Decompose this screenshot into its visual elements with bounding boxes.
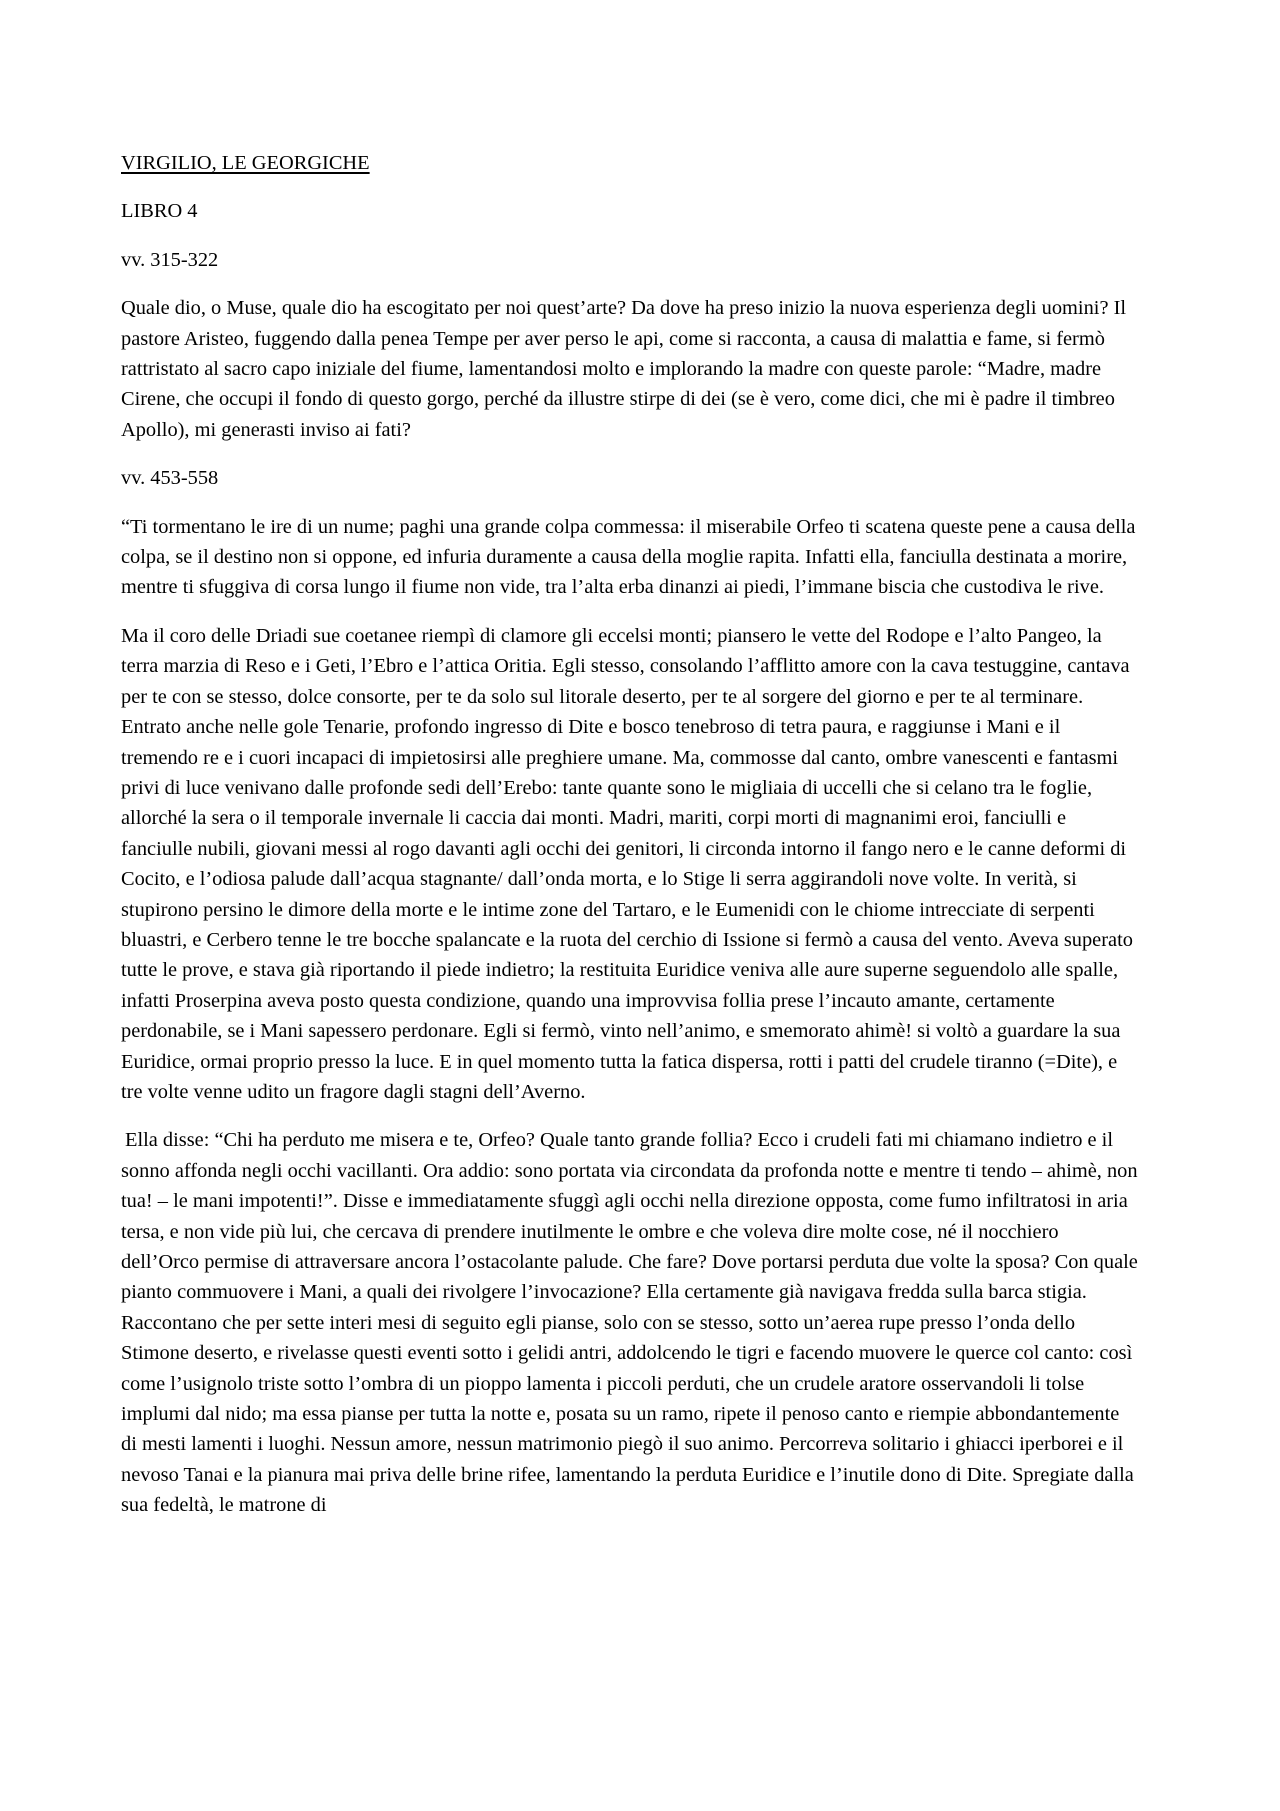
document-title: VIRGILIO, LE GEORGICHE — [121, 152, 370, 174]
paragraph: Ma il coro delle Driadi sue coetanee riempì di clamore gli eccelsi monti; piansero le vette del Rodope e l’alto Pangeo, la terra marzia di Reso e i Geti, l’Ebro e l’attica Oritia. Egli stesso, consolando l’afflitto amore con la cava testuggine, cantava per te con se stesso, dolce consorte, per te da solo sul litorale deserto, per te al sorgere del giorno e per te al terminare. Entrato anche nelle gole Tenarie, profondo ingresso di Dite e bosco tenebroso di tetra paura, e raggiunse i Mani e il tremendo re e i cuori incapaci di impietosirsi alle preghiere umane. Ma, commosse dal canto, ombre vanescenti e fantasmi privi di luce venivano dalle profonde sedi dell’Erebo: tante quante sono le migliaia di uccelli che si celano tra le foglie, allorché la sera o il temporale invernale li caccia dai monti. Madri, mariti, corpi morti di magnanimi eroi, fanciulli e fanciulle nubili, giovani messi al rogo davanti agli occhi dei genitori, li circonda intorno il fango nero e le canne deformi di Cocito, e l’odiosa palude dall’acqua stagnante/ dall’onda morta, e lo Stige li serra aggirandoli nove volte. In verità, si stupirono persino le dimore della morte e le intime zone del Tartaro, e le Eumenidi con le chiome intrecciate di serpenti bluastri, e Cerbero tenne le tre bocche spalancate e la ruota del cerchio di Issione si fermò a causa del vento. Aveva superato tutte le prove, e stava già riportando il piede indietro; la restituita Euridice veniva alle aure superne seguendolo alle spalle, infatti Proserpina aveva posto questa condizione, quando una improvvisa follia prese l’incauto amante, certamente perdonabile, se i Mani sapessero perdonare. Egli si fermò, vinto nell’animo, e smemorato ahimè! si voltò a guardare la sua Euridice, ormai proprio presso la luce. E in quel momento tutta la fatica dispersa, rotti i patti del crudele tiranno (=Dite), e tre volte venne udito un fragore dagli stagni dell’Averno. — [121, 624, 1133, 1103]
document-page — [121, 148, 1139, 1539]
book-heading: LIBRO 4 — [121, 200, 198, 223]
paragraph: Ella disse: “Chi ha perduto me misera e te, Orfeo? Quale tanto grande follia? Ecco i crudeli fati mi chiamano indietro e il sonno affonda negli occhi vacillanti. Ora addio: sono portata via circondata da profonda notte e mentre ti tendo – ahimè, non tua! – le mani impotenti!”. Disse e immediatamente sfuggì agli occhi nella direzione opposta, come fumo infiltratosi in aria tersa, e non vide più lui, che cercava di prendere inutilmente le ombre e che voleva dire molte cose, né il nocchiero dell’Orco permise di attraversare ancora l’ostacolante palude. Che fare? Dove portarsi perduta due volte la sposa? Con quale pianto commuovere i Mani, a quali dei rivolgere l’invocazione? Ella certamente già navigava fredda sulla barca stigia. Raccontano che per sette interi mesi di seguito egli pianse, solo con se stesso, sotto un’aerea rupe presso l’onda dello Stimone deserto, e rivelasse questi eventi sotto i gelidi antri, addolcendo le tigri e facendo muovere le querce col canto: così come l’usignolo triste sotto l’ombra di un pioppo lamenta i piccoli perduti, che un crudele aratore osservandoli li tolse implumi dal nido; ma essa pianse per tutta la notte e, posata su un ramo, ripete il penoso canto e riempie abbondantemente di mesti lamenti i luoghi. Nessun amore, nessun matrimonio piegò il suo animo. Percorreva solitario i ghiacci iperborei e il nevoso Tanai e la pianura mai priva delle brine rifee, lamentando la perduta Euridice e l’inutile dono di Dite. Spregiate dalla sua fedeltà, le matrone di — [121, 1129, 1138, 1517]
paragraph: Quale dio, o Muse, quale dio ha escogitato per noi quest’arte? Da dove ha preso inizio la nuova esperienza degli uomini? Il pastore Aristeo, fuggendo dalla penea Tempe per aver perso le api, come si racconta, a causa di malattia e fame, si fermò rattristato al sacro capo iniziale del fiume, lamentandosi molto e implorando la madre con queste parole: “Madre, madre Cirene, che occupi il fondo di questo gorgo, perché da illustre stirpe di dei (se è vero, come dici, che mi è padre il timbreo Apollo), mi generasti inviso ai fati? — [121, 297, 1127, 441]
verses-heading: vv. 315-322 — [121, 248, 219, 271]
verses-heading: vv. 453-558 — [121, 467, 219, 490]
paragraph: “Ti tormentano le ire di un nume; paghi una grande colpa commessa: il miserabile Orfeo ti scatena queste pene a causa della colpa, se il destino non si oppone, ed infuria duramente a causa della moglie rapita. Infatti ella, fanciulla destinata a morire, mentre ti sfuggiva di corsa lungo il fiume non vide, tra l’alta erba dinanzi ai piedi, l’immane biscia che custodiva le rive. — [121, 515, 1136, 599]
